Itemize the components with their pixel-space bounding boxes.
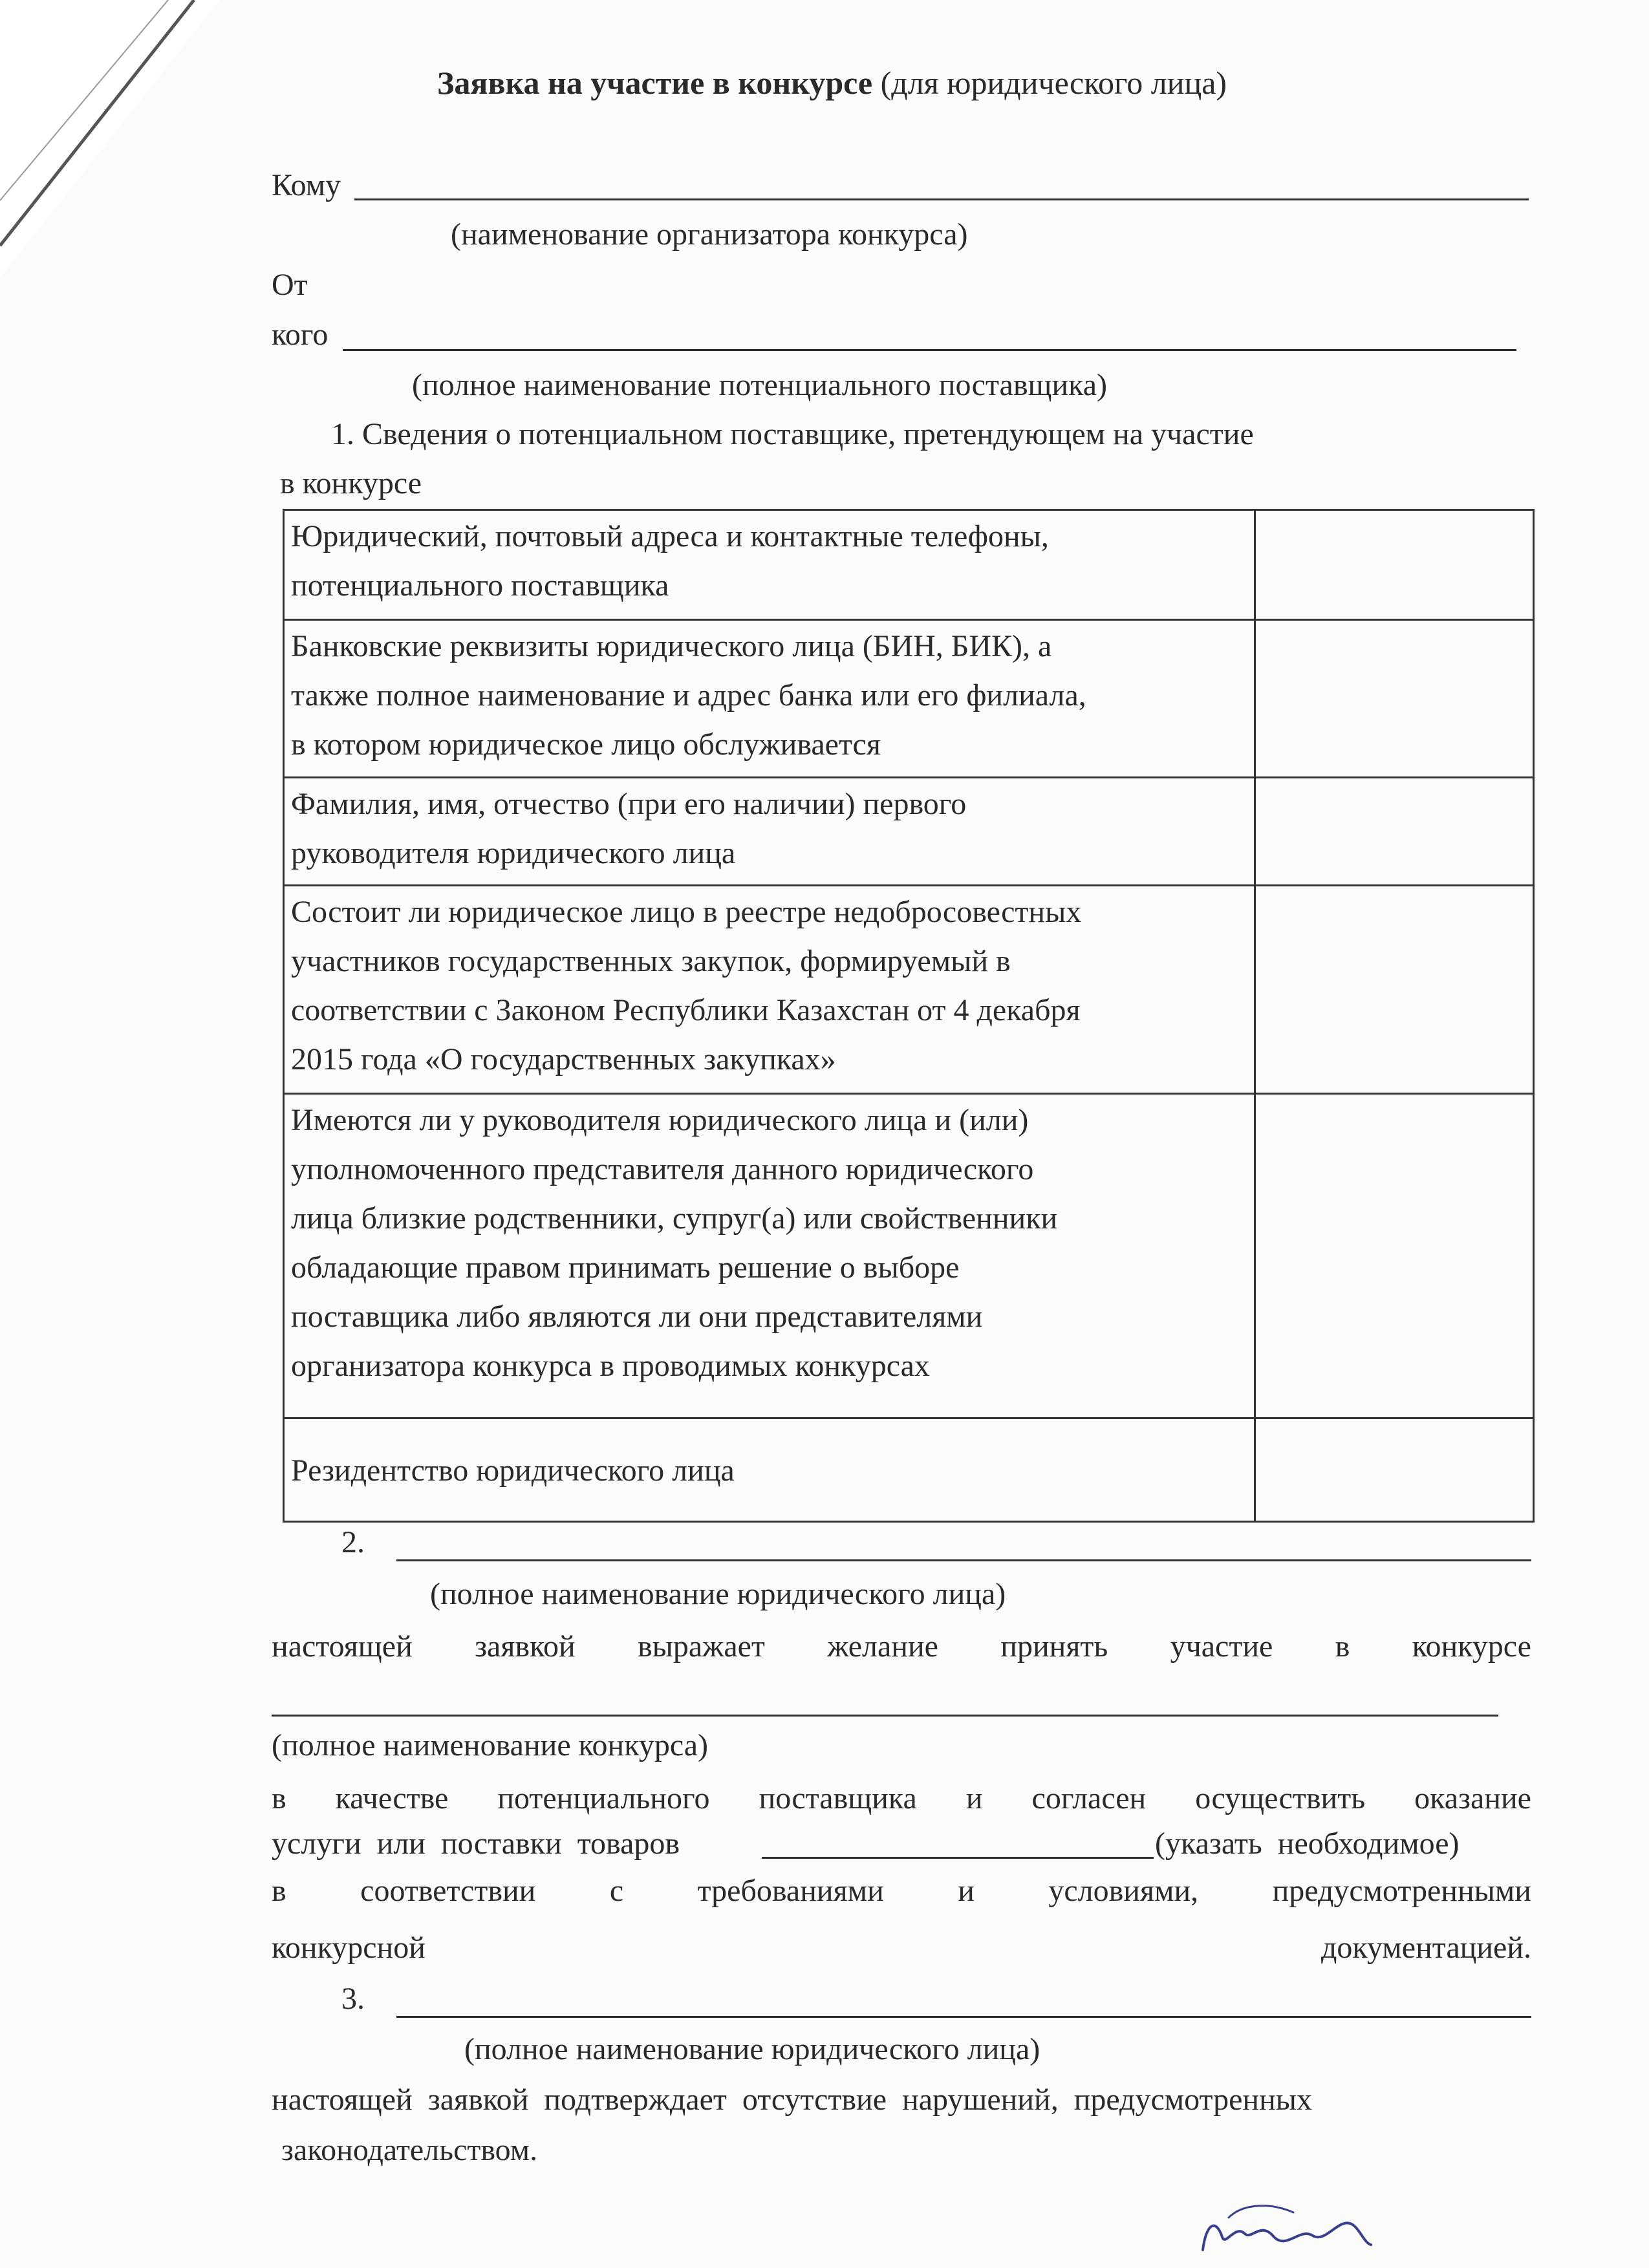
row-text-line: потенциального поставщика xyxy=(291,568,669,603)
word: согласен xyxy=(1031,1781,1147,1815)
section2-name-line[interactable] xyxy=(396,1559,1531,1561)
word: конкурсной xyxy=(272,1931,426,1965)
row-value-cell[interactable] xyxy=(1255,778,1534,886)
row-text-line: Имеются ли у руководителя юридического лица и (или) xyxy=(291,1103,1029,1137)
word: принять xyxy=(1000,1629,1108,1664)
section2-line3-left: услуги или поставки товаров xyxy=(272,1826,680,1861)
row-label xyxy=(284,510,1255,620)
section3-caption: (полное наименование юридического лица) xyxy=(464,2032,1040,2066)
row-text-line: в котором юридическое лицо обслуживается xyxy=(291,727,881,762)
goods-input-line[interactable] xyxy=(762,1857,1154,1859)
word: в xyxy=(1335,1629,1350,1664)
word: в xyxy=(272,1781,286,1815)
word: документацией. xyxy=(1320,1931,1531,1965)
word: требованиями xyxy=(697,1874,884,1908)
section3-number: 3. xyxy=(341,1982,365,2016)
row-text-line: участников государственных закупок, формируемый в xyxy=(291,944,1011,978)
word: настоящей xyxy=(272,1629,413,1664)
contest-name-line[interactable] xyxy=(272,1715,1498,1717)
supplier-info-table xyxy=(283,509,1535,1523)
row-label xyxy=(284,886,1255,1094)
to-input-line[interactable] xyxy=(354,198,1529,200)
from-input-line[interactable] xyxy=(343,349,1516,351)
row-label xyxy=(284,778,1255,886)
row-value-cell[interactable] xyxy=(1255,620,1534,778)
scan-fold-artifact xyxy=(0,0,246,310)
section2-line3-right: (указать необходимое) xyxy=(1155,1826,1460,1861)
row-text-line: уполномоченного представителя данного юридического xyxy=(291,1152,1034,1186)
row-value-cell[interactable] xyxy=(1255,1418,1534,1522)
row-value-cell[interactable] xyxy=(1255,1094,1534,1418)
to-caption: (наименование организатора конкурса) xyxy=(451,217,968,251)
table-row xyxy=(284,620,1534,778)
row-text-line: лица близкие родственники, супруг(а) или свойственники xyxy=(291,1201,1058,1236)
section2-number: 2. xyxy=(341,1525,365,1559)
section2-line5 xyxy=(272,1929,1531,1967)
row-value-cell[interactable] xyxy=(1255,510,1534,620)
row-label xyxy=(284,620,1255,778)
section2-line4 xyxy=(272,1872,1531,1910)
word: потенциального xyxy=(497,1781,710,1815)
section3-line2: законодательством. xyxy=(281,2133,538,2167)
row-text-line: Юридический, почтовый адреса и контактные телефоны, xyxy=(291,519,1049,553)
row-text-line: Резидентство юридического лица xyxy=(291,1453,735,1488)
row-text-line: поставщика либо являются ли они представителями xyxy=(291,1300,983,1334)
word: и xyxy=(965,1781,983,1815)
from-label-line2: кого xyxy=(272,317,329,352)
row-text-line: Фамилия, имя, отчество (при его наличии) первого xyxy=(291,787,967,821)
row-label xyxy=(284,1094,1255,1418)
word: желание xyxy=(827,1629,938,1664)
word: заявкой xyxy=(475,1629,576,1664)
table-row xyxy=(284,778,1534,886)
word: участие xyxy=(1170,1629,1273,1664)
word: осуществить xyxy=(1195,1781,1366,1815)
section2-line2 xyxy=(272,1779,1531,1818)
handwritten-signature xyxy=(1190,2198,1423,2263)
title-rest: (для юридического лица) xyxy=(872,65,1227,101)
row-value-cell[interactable] xyxy=(1255,886,1534,1094)
word: условиями, xyxy=(1048,1874,1199,1908)
word: оказание xyxy=(1414,1781,1531,1815)
table-row xyxy=(284,510,1534,620)
word: поставщика xyxy=(759,1781,917,1815)
section2-caption: (полное наименование юридического лица) xyxy=(430,1577,1006,1611)
section1-heading-line1: 1. Сведения о потенциальном поставщике, претендующем на участие xyxy=(331,417,1254,451)
word: выражает xyxy=(637,1629,765,1664)
row-text-line: Банковские реквизиты юридического лица (БИН, БИК), а xyxy=(291,629,1052,663)
page-title xyxy=(437,63,1227,103)
section3-name-line[interactable] xyxy=(396,2016,1531,2018)
table-row xyxy=(284,1094,1534,1418)
row-label xyxy=(284,1418,1255,1522)
word: и xyxy=(958,1874,975,1908)
section2-line1 xyxy=(272,1627,1531,1666)
row-text-line: организатора конкурса в проводимых конкурсах xyxy=(291,1349,930,1383)
word: качестве xyxy=(335,1781,449,1815)
to-label: Кому xyxy=(272,168,341,202)
word: с xyxy=(609,1874,624,1908)
row-text-line: 2015 года «О государственных закупках» xyxy=(291,1042,836,1076)
section1-heading-line2: в конкурсе xyxy=(280,466,422,500)
row-text-line: соответствии с Законом Республики Казахстан от 4 декабря xyxy=(291,993,1081,1027)
title-bold: Заявка на участие в конкурсе xyxy=(437,65,873,101)
row-text-line: руководителя юридического лица xyxy=(291,836,736,870)
word: конкурсе xyxy=(1412,1629,1531,1664)
row-text-line: обладающие правом принимать решение о выборе xyxy=(291,1250,960,1285)
word: соответствии xyxy=(360,1874,536,1908)
contest-caption: (полное наименование конкурса) xyxy=(272,1728,709,1762)
row-text-line: Состоит ли юридическое лицо в реестре недобросовестных xyxy=(291,895,1082,929)
from-caption: (полное наименование потенциального поставщика) xyxy=(412,368,1108,402)
table-row xyxy=(284,886,1534,1094)
section3-line1: настоящей заявкой подтверждает отсутствие нарушений, предусмотренных xyxy=(272,2082,1313,2117)
row-text-line: также полное наименование и адрес банка или его филиала, xyxy=(291,678,1086,712)
from-label-line1: От xyxy=(272,268,308,302)
word: в xyxy=(272,1874,286,1908)
table-row xyxy=(284,1418,1534,1522)
word: предусмотренными xyxy=(1272,1874,1531,1908)
